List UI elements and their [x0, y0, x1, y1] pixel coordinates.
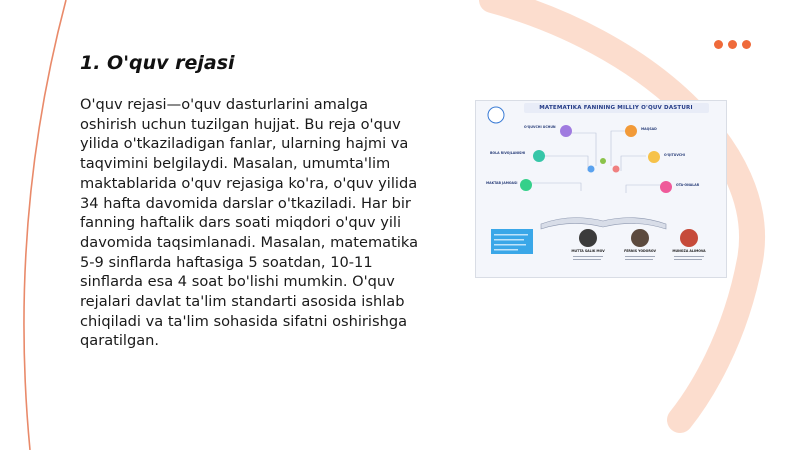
dot-icon: [728, 40, 737, 49]
text-line: [625, 256, 655, 257]
text-line: [674, 256, 704, 257]
curriculum-poster-image: [475, 100, 727, 278]
left-arc-line: [24, 0, 66, 450]
open-book-icon: [541, 218, 666, 229]
logo-icon: [488, 107, 504, 123]
node-icon: [613, 166, 620, 173]
node-icon: [560, 125, 572, 137]
slide-paragraph: O'quv rejasi—o'quv dasturlarini amalga oshirish uchun tuzilgan hujjat. Bu reja o'quv yilida o'tkaziladigan fanlar, ularning hajmi va taqvimini belgilaydi. Masalan, umumta'lim maktablarida o'quv rejasiga ko'ra, o'quv yilida 34 hafta davomida darslar o'tkaziladi. Har bir fanning haftalik dars soati miqdori o'quv yili davomida taqsimlanadi. Masalan, matematika 5-9 sinflarda haftasiga 5 soatdan, 10-11 sinflarda esa 4 soat bo'lishi mumkin. O'quv rejalari davlat ta'lim standarti asosida ishlab chiqiladi va ta'lim sohasida sifatni oshirishga qaratilgan.: [80, 96, 419, 350]
text-line: [494, 239, 524, 241]
node-icon: [660, 181, 672, 193]
text-line: [573, 256, 603, 257]
node-icon: [533, 150, 545, 162]
person-avatar: [631, 229, 649, 247]
person-caption: MUTTA SALIK MOV: [571, 249, 605, 253]
slide-title: 1. O'quv rejasi: [80, 52, 235, 74]
person-caption: FERNIS YODOROV: [624, 249, 656, 253]
connector-lines: [528, 131, 666, 193]
poster-title: MATEMATIKA FANINING MILLIY O'QUV DASTURI: [539, 105, 693, 111]
poster-label: O'QITUVCHI: [664, 153, 686, 157]
text-line: [494, 249, 518, 251]
poster-label: MAKTAB JAMOASI: [486, 181, 518, 185]
text-line: [494, 244, 526, 246]
poster-label: OTA-ONALAR: [676, 183, 700, 187]
poster-label: BOLA RIVOJLANISHI: [490, 151, 526, 155]
node-icon: [625, 125, 637, 137]
dot-icon: [714, 40, 723, 49]
node-icon: [588, 166, 595, 173]
decorative-dots: [714, 40, 751, 49]
text-line: [674, 259, 702, 260]
poster-label: O'QUVCHI UCHUN: [524, 125, 556, 129]
poster-label: MAQSAD: [641, 127, 657, 131]
text-line: [494, 234, 528, 236]
text-line: [625, 259, 653, 260]
dot-icon: [742, 40, 751, 49]
person-caption: MUNOZA ALIMOVA: [672, 249, 706, 253]
person-avatar: [680, 229, 698, 247]
person-avatar: [579, 229, 597, 247]
node-icon: [600, 158, 606, 164]
node-icon: [520, 179, 532, 191]
node-icon: [648, 151, 660, 163]
text-line: [573, 259, 601, 260]
